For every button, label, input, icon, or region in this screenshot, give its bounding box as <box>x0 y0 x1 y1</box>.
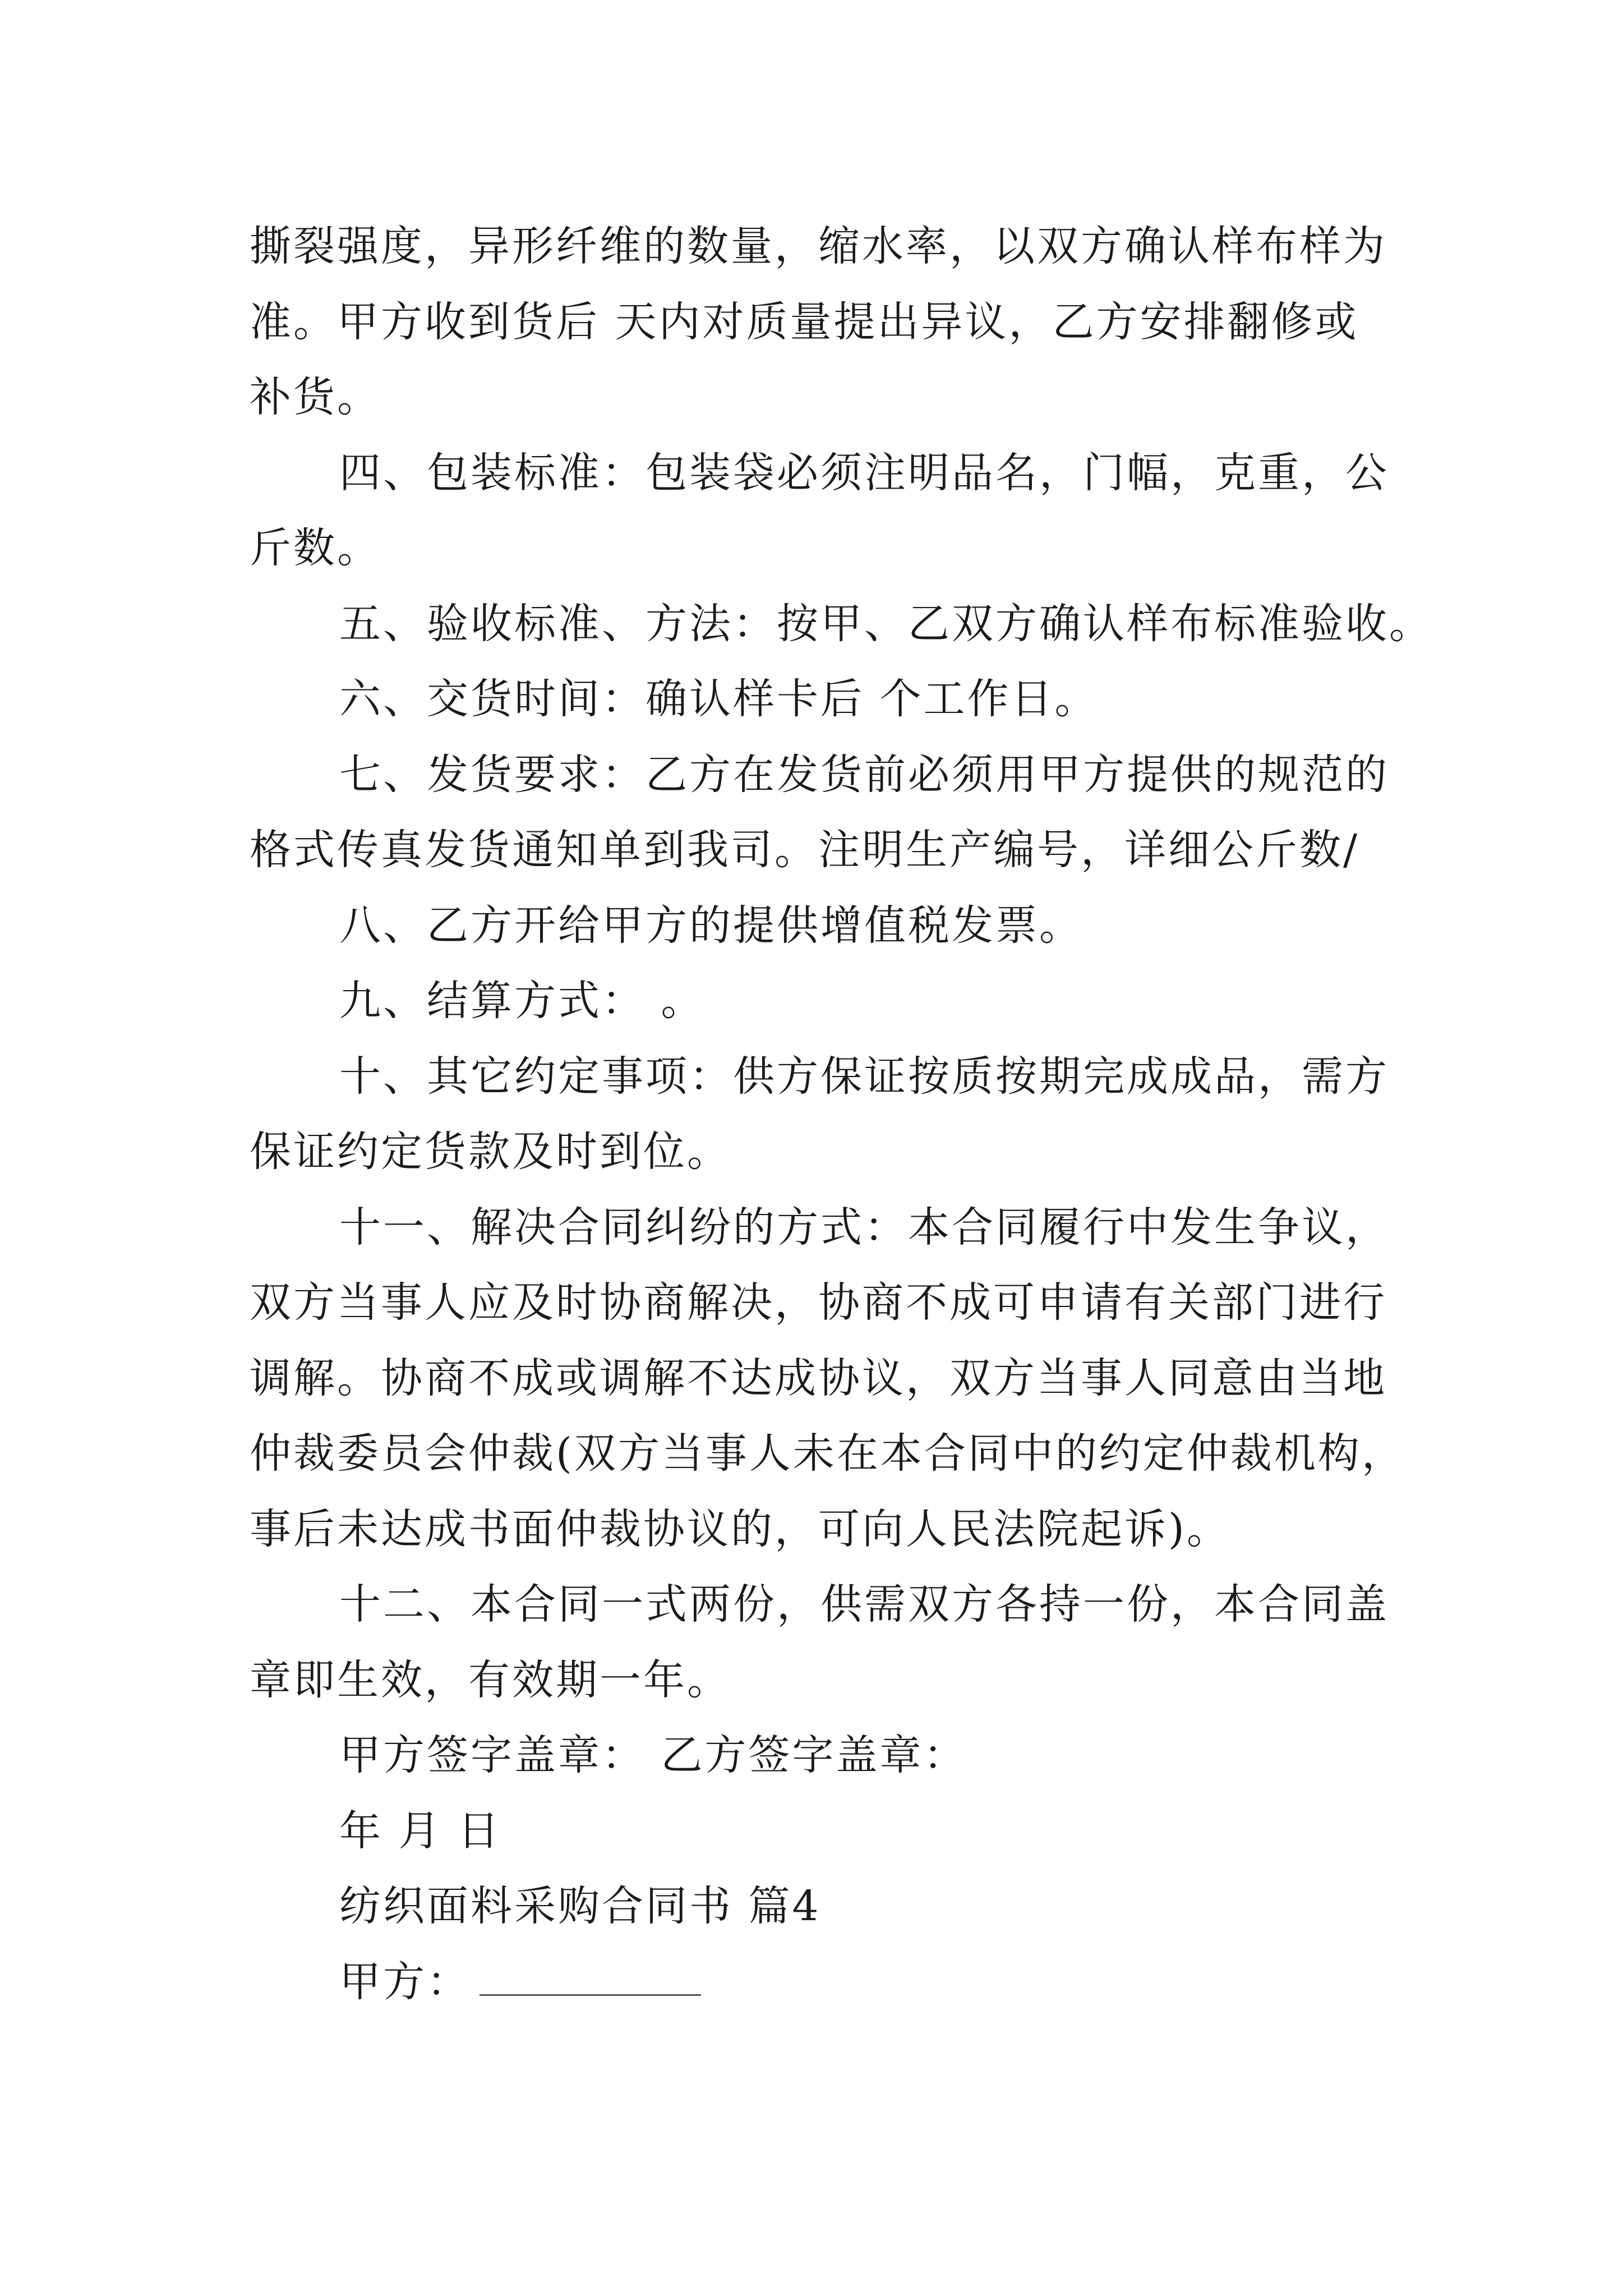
document-body <box>250 209 1433 2019</box>
document-line: 事后未达成书面仲裁协议的，可向人民法院起诉)。 <box>250 1504 1230 1553</box>
document-line: 五、验收标准、方法：按甲、乙双方确认样布标准验收。 <box>339 599 1433 648</box>
document-line: 斤数。 <box>250 524 381 572</box>
document-line: 九、结算方式： 。 <box>339 977 705 1025</box>
document-line: 十二、本合同一式两份，供需双方各持一份，本合同盖 <box>339 1580 1389 1628</box>
document-line: 保证约定货款及时到位。 <box>250 1128 731 1176</box>
document-line: 双方当事人应及时协商解决，协商不成可申请有关部门进行 <box>250 1278 1387 1327</box>
party-a-label: 甲方： <box>339 1957 471 2006</box>
document-line: 六、交货时间：确认样卡后 个工作日。 <box>339 675 1099 723</box>
document-line: 七、发货要求：乙方在发货前必须用甲方提供的规范的 <box>339 750 1389 799</box>
document-line: 四、包装标准：包装袋必须注明品名，门幅，克重，公 <box>339 448 1389 497</box>
document-line: 甲方签字盖章： 乙方签字盖章： <box>339 1731 967 1779</box>
party-a-line <box>250 1944 1394 2020</box>
document-line: 十、其它约定事项：供方保证按质按期完成成品，需方 <box>339 1052 1389 1101</box>
document-line: 十一、解决合同纠纷的方式：本合同履行中发生争议， <box>339 1203 1389 1251</box>
document-line: 撕裂强度，异形纤维的数量，缩水率，以双方确认样布样为 <box>250 222 1387 270</box>
document-line: 格式传真发货通知单到我司。注明生产编号，详细公斤数/ <box>250 826 1359 874</box>
document-line: 年 月 日 <box>339 1806 502 1855</box>
document-line: 纺织面料采购合同书 篇4 <box>339 1882 821 1930</box>
document-line: 八、乙方开给甲方的提供增值税发票。 <box>339 901 1083 950</box>
document-line: 准。甲方收到货后 天内对质量提出异议，乙方安排翻修或 <box>250 297 1359 346</box>
document-line: 章即生效，有效期一年。 <box>250 1655 731 1704</box>
document-line: 补货。 <box>250 373 381 421</box>
document-line: 调解。协商不成或调解不达成协议，双方当事人同意由当地 <box>250 1354 1387 1402</box>
party-a-blank-field[interactable] <box>479 1955 701 1996</box>
document-line: 仲裁委员会仲裁(双方当事人未在本合同中的约定仲裁机构， <box>250 1429 1405 1478</box>
